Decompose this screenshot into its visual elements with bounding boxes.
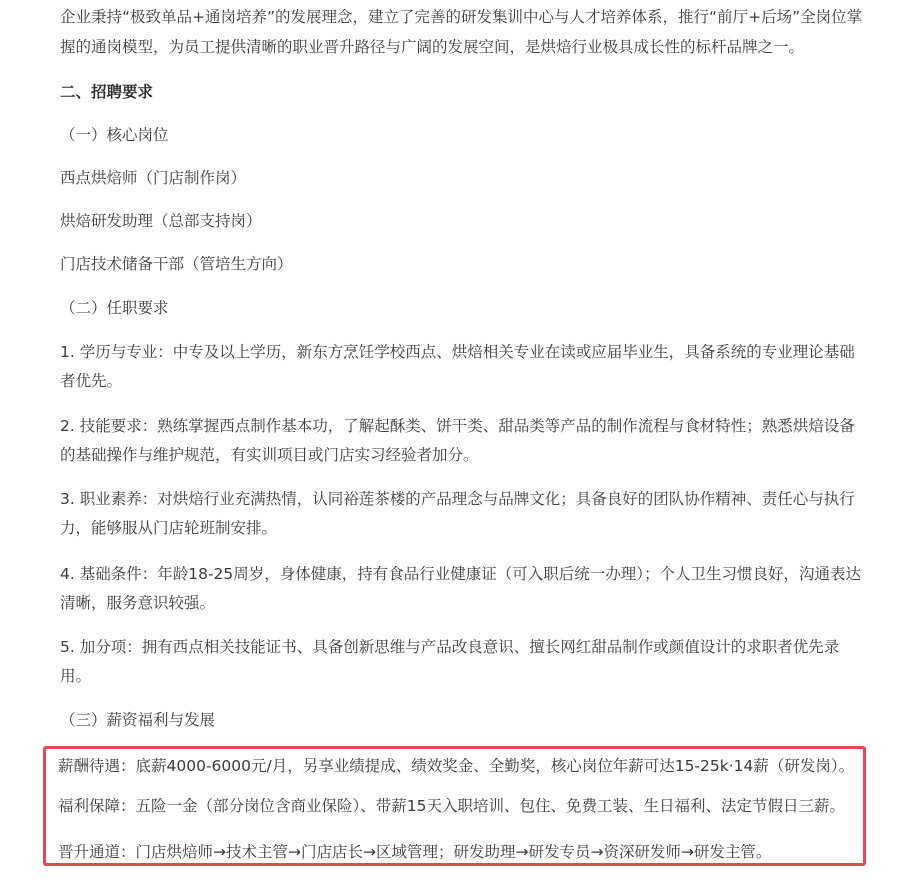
requirement-3-line-2: 力，能够服从门店轮班制安排。 bbox=[60, 519, 278, 537]
requirement-1-line-2: 者优先。 bbox=[60, 372, 123, 390]
position-item: 门店技术储备干部（管培生方向） bbox=[60, 255, 293, 273]
subheading-salary-benefits: （三）薪资福利与发展 bbox=[60, 711, 216, 729]
requirement-2-line-1: 2. 技能要求：熟练掌握西点制作基本功，了解起酥类、饼干类、甜品类等产品的制作流程与食材特性；熟悉烘焙设备 bbox=[60, 417, 855, 435]
salary-text: 薪酬待遇：底薪4000-6000元/月，另享业绩提成、绩效奖金、全勤奖，核心岗位年薪可达15-25k·14薪（研发岗）。 bbox=[58, 757, 855, 775]
subheading-job-requirements: （二）任职要求 bbox=[60, 299, 169, 317]
requirement-5-line-1: 5. 加分项：拥有西点相关技能证书、具备创新思维与产品改良意识、擅长网红甜品制作或颜值设计的求职者优先录 bbox=[60, 638, 840, 656]
position-item: 烘焙研发助理（总部支持岗） bbox=[60, 212, 262, 230]
requirement-3-line-1: 3. 职业素养：对烘焙行业充满热情，认同裕莲茶楼的产品理念与品牌文化；具备良好的团队协作精神、责任心与执行 bbox=[60, 490, 855, 508]
requirement-4-line-1: 4. 基础条件：年龄18-25周岁，身体健康，持有食品行业健康证（可入职后统一办理）；个人卫生习惯良好，沟通表达 bbox=[60, 565, 862, 583]
requirement-4-line-2: 清晰，服务意识较强。 bbox=[60, 594, 216, 612]
position-item: 西点烘焙师（门店制作岗） bbox=[60, 169, 247, 187]
intro-line-2: 握的通岗模型，为员工提供清晰的职业晋升路径与广阔的发展空间，是烘焙行业极具成长性的标杆品牌之一。 bbox=[60, 38, 805, 56]
career-path-text: 晋升通道：门店烘焙师→技术主管→门店店长→区域管理；研发助理→研发专员→资深研发师→研发主管。 bbox=[58, 843, 772, 861]
subheading-core-positions: （一）核心岗位 bbox=[60, 126, 169, 144]
section-heading-requirements: 二、招聘要求 bbox=[60, 83, 154, 101]
requirement-5-line-2: 用。 bbox=[60, 667, 92, 685]
benefits-text: 福利保障：五险一金（部分岗位含商业保险）、带薪15天入职培训、包住、免费工装、生日福利、法定节假日三薪。 bbox=[58, 797, 845, 815]
requirement-2-line-2: 的基础操作与维护规范，有实训项目或门店实习经验者加分。 bbox=[60, 446, 479, 464]
intro-line-1: 企业秉持“极致单品+通岗培养”的发展理念，建立了完善的研发集训中心与人才培养体系，推行“前厅+后场”全岗位掌 bbox=[60, 8, 863, 26]
requirement-1-line-1: 1. 学历与专业：中专及以上学历，新东方烹饪学校西点、烘焙相关专业在读或应届毕业生，具备系统的专业理论基础 bbox=[60, 343, 855, 361]
